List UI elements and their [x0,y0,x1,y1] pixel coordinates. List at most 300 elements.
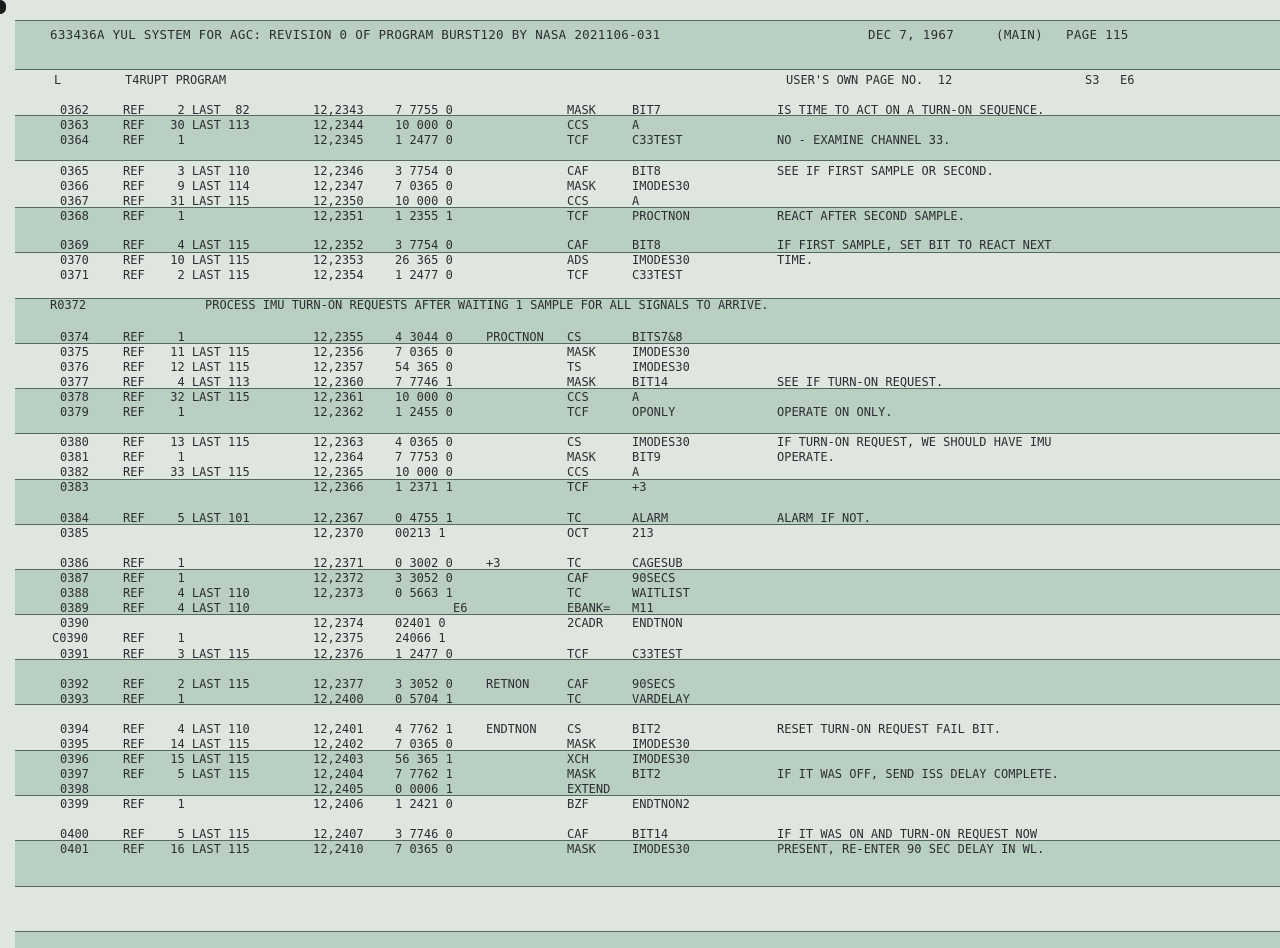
octal-code: 7 7746 1 [395,375,453,389]
opcode: MASK [567,737,596,751]
memory-address: 12,2402 [313,737,364,751]
ref-keyword: REF [123,556,145,570]
octal-code: 3 7754 0 [395,164,453,178]
memory-address: 12,2370 [313,526,364,540]
memory-address: 12,2355 [313,330,364,344]
opcode: BZF [567,797,589,811]
operand: WAITLIST [632,586,690,600]
rule [15,160,1280,161]
line-number: 0365 [60,164,89,178]
line-number: 0391 [60,647,89,661]
opcode: TCF [567,405,589,419]
opcode: TC [567,511,582,525]
octal-code: 4 7762 1 [395,722,453,736]
memory-address: 12,2343 [313,103,364,117]
ref-keyword: REF [123,375,145,389]
listing-row [0,571,1280,586]
line-number: 0382 [60,465,89,479]
opcode: TC [567,556,582,570]
line-number: 0384 [60,511,89,525]
line-number: 0387 [60,571,89,585]
line-number: 0398 [60,782,89,796]
ref-keyword: REF [123,677,145,691]
operand: IMODES30 [632,360,690,374]
sheet-e6: E6 [1120,73,1135,87]
memory-address: 12,2366 [313,480,364,494]
symbol-label: +3 [486,556,501,570]
memory-address: 12,2407 [313,827,364,841]
line-number: 0381 [60,450,89,464]
ref-keyword: REF [123,179,145,193]
line-number: 0396 [60,752,89,766]
rule [15,886,1280,887]
line-number: 0392 [60,677,89,691]
operand: OPONLY [632,405,676,419]
line-number: 0369 [60,238,89,252]
ref-keyword: REF [123,390,145,404]
memory-address: 12,2352 [313,238,364,252]
operand: ALARM [632,511,669,525]
octal-code: 1 2477 0 [395,647,453,661]
listing-row [0,526,1280,541]
operand: BIT9 [632,450,661,464]
octal-code: 10 000 0 [395,118,453,132]
ref-count: 1 [163,330,185,344]
line-number: 0383 [60,480,89,494]
octal-code: 10 000 0 [395,390,453,404]
log-flag: L [54,73,62,87]
octal-code: 24066 1 [395,631,446,645]
line-number: 0364 [60,133,89,147]
operand: ENDTNON [632,616,683,630]
opcode: ADS [567,253,589,267]
ref-count: 10 LAST 115 [163,253,250,267]
symbol-label: PROCTNON [486,330,544,344]
ref-keyword: REF [123,133,145,147]
rule [15,931,1280,932]
opcode: CAF [567,164,589,178]
listing-row [0,375,1280,390]
operand: IMODES30 [632,253,690,267]
octal-code: 56 365 1 [395,752,453,766]
octal-code: 1 2477 0 [395,268,453,282]
ref-count: 9 LAST 114 [163,179,250,193]
memory-address: 12,2353 [313,253,364,267]
line-number: 0363 [60,118,89,132]
line-number: 0378 [60,390,89,404]
operand: BIT2 [632,722,661,736]
octal-code: 02401 0 [395,616,446,630]
operand: A [632,118,640,132]
opcode: TCF [567,268,589,282]
listing-row [0,842,1280,857]
line-number: 0366 [60,179,89,193]
operand: BIT14 [632,827,669,841]
octal-code: 00213 1 [395,526,446,540]
comment: TIME. [777,253,814,267]
ref-keyword: REF [123,360,145,374]
octal-code: 1 2421 0 [395,797,453,811]
ref-count: 3 LAST 115 [163,647,250,661]
line-number: 0395 [60,737,89,751]
line-number: 0367 [60,194,89,208]
ref-count: 14 LAST 115 [163,737,250,751]
ref-keyword: REF [123,722,145,736]
ref-count: 2 LAST 115 [163,268,250,282]
line-number: 0376 [60,360,89,374]
ref-keyword: REF [123,330,145,344]
line-number: 0371 [60,268,89,282]
listing-row [0,827,1280,842]
comment: PRESENT, RE-ENTER 90 SEC DELAY IN WL. [777,842,1045,856]
memory-address: 12,2400 [313,692,364,706]
ref-keyword: REF [123,631,145,645]
operand: IMODES30 [632,842,690,856]
octal-code: 0 5663 1 [395,586,453,600]
opcode: CS [567,722,582,736]
ref-keyword: REF [123,209,145,223]
listing-row [0,360,1280,375]
line-number: R0372 [50,298,87,312]
opcode: XCH [567,752,589,766]
opcode: EXTEND [567,782,611,796]
octal-code: 10 000 0 [395,194,453,208]
ref-keyword: REF [123,797,145,811]
octal-code: 26 365 0 [395,253,453,267]
octal-code: 3 3052 0 [395,677,453,691]
memory-address: 12,2374 [313,616,364,630]
comment: IF TURN-ON REQUEST, WE SHOULD HAVE IMU [777,435,1052,449]
octal-code: 1 2455 0 [395,405,453,419]
comment: IF FIRST SAMPLE, SET BIT TO REACT NEXT [777,238,1052,252]
operand: 213 [632,526,654,540]
octal-code: 54 365 0 [395,360,453,374]
ref-count: 31 LAST 115 [163,194,250,208]
operand: 90SECS [632,571,676,585]
listing-row [0,616,1280,631]
octal-code: 7 0365 0 [395,737,453,751]
ref-count: 12 LAST 115 [163,360,250,374]
memory-address: 12,2365 [313,465,364,479]
band [15,931,1280,948]
octal-code: 1 2355 1 [395,209,453,223]
ref-count: 5 LAST 101 [163,511,250,525]
operand: C33TEST [632,268,683,282]
opcode: MASK [567,767,596,781]
memory-address: 12,2377 [313,677,364,691]
ref-keyword: REF [123,767,145,781]
octal-code: 0 3002 0 [395,556,453,570]
line-number: 0385 [60,526,89,540]
operand: BIT8 [632,238,661,252]
ref-count: 5 LAST 115 [163,827,250,841]
opcode: TS [567,360,582,374]
octal-code: 7 7753 0 [395,450,453,464]
memory-address: 12,2346 [313,164,364,178]
memory-address: 12,2344 [313,118,364,132]
symbol-label: RETNON [486,677,530,691]
memory-address: 12,2362 [313,405,364,419]
comment: SEE IF FIRST SAMPLE OR SECOND. [777,164,994,178]
opcode: TCF [567,133,589,147]
memory-address: 12,2410 [313,842,364,856]
opcode: CAF [567,827,589,841]
memory-address: 12,2404 [313,767,364,781]
listing-row [0,118,1280,133]
comment: IF IT WAS ON AND TURN-ON REQUEST NOW [777,827,1038,841]
section-comment: PROCESS IMU TURN-ON REQUESTS AFTER WAITING 1 SAMPLE FOR ALL SIGNALS TO ARRIVE. [205,298,769,312]
ref-keyword: REF [123,692,145,706]
octal-code: 7 7755 0 [395,103,453,117]
listing-row [0,450,1280,465]
listing-row [0,268,1280,283]
line-number: 0390 [60,616,89,630]
listing-row [0,480,1280,495]
operand: IMODES30 [632,345,690,359]
octal-code: 4 3044 0 [395,330,453,344]
ref-count: 4 LAST 113 [163,375,250,389]
operand: VARDELAY [632,692,690,706]
line-number: 0397 [60,767,89,781]
ref-keyword: REF [123,164,145,178]
opcode: CCS [567,465,589,479]
memory-address: 12,2403 [313,752,364,766]
opcode: CS [567,330,582,344]
opcode: MASK [567,179,596,193]
memory-address: 12,2376 [313,647,364,661]
line-number: 0393 [60,692,89,706]
comment: NO - EXAMINE CHANNEL 33. [777,133,951,147]
octal-code: 1 2477 0 [395,133,453,147]
ref-keyword: REF [123,601,145,615]
ref-count: 4 LAST 110 [163,601,250,615]
page-number: PAGE 115 [1066,27,1129,42]
ref-keyword: REF [123,827,145,841]
section-row [0,298,1280,313]
line-number: 0386 [60,556,89,570]
comment: IF IT WAS OFF, SEND ISS DELAY COMPLETE. [777,767,1059,781]
memory-address: 12,2361 [313,390,364,404]
ref-count: 4 LAST 110 [163,586,250,600]
octal-code: 3 7754 0 [395,238,453,252]
ref-keyword: REF [123,118,145,132]
ref-keyword: REF [123,647,145,661]
memory-address: 12,2372 [313,571,364,585]
ref-count: 2 LAST 82 [163,103,250,117]
listing-row [0,722,1280,737]
memory-address: 12,2375 [313,631,364,645]
comment: ALARM IF NOT. [777,511,871,525]
line-number: 0374 [60,330,89,344]
ref-keyword: REF [123,194,145,208]
listing-date: DEC 7, 1967 [868,27,955,42]
comment: SEE IF TURN-ON REQUEST. [777,375,944,389]
memory-address: 12,2357 [313,360,364,374]
octal-code: 7 0365 0 [395,345,453,359]
operand: CAGESUB [632,556,683,570]
line-number: 0401 [60,842,89,856]
listing-row [0,179,1280,194]
listing-row [0,511,1280,526]
line-number: 0380 [60,435,89,449]
opcode: CCS [567,390,589,404]
ref-count: 1 [163,209,185,223]
rule [15,433,1280,434]
ref-count: 32 LAST 115 [163,390,250,404]
line-number: 0394 [60,722,89,736]
ref-keyword: REF [123,238,145,252]
opcode: CCS [567,194,589,208]
listing-row [0,435,1280,450]
ref-keyword: REF [123,253,145,267]
ref-keyword: REF [123,345,145,359]
memory-address: 12,2345 [313,133,364,147]
octal-code: 1 2371 1 [395,480,453,494]
binder-hole [0,0,6,14]
opcode: CAF [567,238,589,252]
line-number: C0390 [52,631,89,645]
memory-address: 12,2356 [313,345,364,359]
memory-address: 12,2350 [313,194,364,208]
octal-code: 10 000 0 [395,465,453,479]
octal-code: 3 7746 0 [395,827,453,841]
memory-address: 12,2354 [313,268,364,282]
ref-keyword: REF [123,571,145,585]
opcode: 2CADR [567,616,604,630]
ref-count: 1 [163,692,185,706]
operand: C33TEST [632,647,683,661]
listing-row [0,390,1280,405]
operand: A [632,465,640,479]
memory-address: 12,2351 [313,209,364,223]
ref-count: 13 LAST 115 [163,435,250,449]
ref-keyword: REF [123,752,145,766]
memory-address: 12,2406 [313,797,364,811]
operand: M11 [632,601,654,615]
ref-count: 5 LAST 115 [163,767,250,781]
listing-row [0,164,1280,179]
ref-count: 33 LAST 115 [163,465,250,479]
comment: RESET TURN-ON REQUEST FAIL BIT. [777,722,1001,736]
operand: A [632,390,640,404]
octal-code: 7 0365 0 [395,179,453,193]
ref-keyword: REF [123,511,145,525]
memory-address: 12,2371 [313,556,364,570]
ref-count: 1 [163,571,185,585]
line-number: 0399 [60,797,89,811]
listing-row [0,631,1280,646]
octal-code: 0 0006 1 [395,782,453,796]
symbol-label: ENDTNON [486,722,537,736]
operand: BIT7 [632,103,661,117]
octal-code: 7 0365 0 [395,842,453,856]
opcode: TCF [567,647,589,661]
listing-row [0,133,1280,148]
operand: IMODES30 [632,179,690,193]
listing-row [0,194,1280,209]
ref-count: 30 LAST 113 [163,118,250,132]
listing-row [0,737,1280,752]
octal-code: 4 0365 0 [395,435,453,449]
opcode: CS [567,435,582,449]
opcode: TC [567,692,582,706]
listing-row [0,465,1280,480]
ref-count: 4 LAST 110 [163,722,250,736]
operand: A [632,194,640,208]
listing-row [0,405,1280,420]
opcode: CAF [567,677,589,691]
comment: REACT AFTER SECOND SAMPLE. [777,209,965,223]
operand: 90SECS [632,677,676,691]
ref-keyword: REF [123,465,145,479]
listing-row [0,238,1280,253]
ref-count: 4 LAST 115 [163,238,250,252]
listing-row [0,556,1280,571]
listing-row [0,767,1280,782]
memory-address: 12,2405 [313,782,364,796]
operand: IMODES30 [632,737,690,751]
comment: OPERATE ON ONLY. [777,405,893,419]
listing-row [0,677,1280,692]
line-number: 0379 [60,405,89,419]
operand: BITS7&8 [632,330,683,344]
line-number: 0368 [60,209,89,223]
memory-address: 12,2364 [313,450,364,464]
operand: +3 [632,480,647,494]
opcode: EBANK= [567,601,611,615]
line-number: 0388 [60,586,89,600]
users-page: USER'S OWN PAGE NO. 12 [786,73,953,87]
line-number: 0370 [60,253,89,267]
ref-count: 1 [163,797,185,811]
ref-keyword: REF [123,103,145,117]
opcode: MASK [567,842,596,856]
opcode: CAF [567,571,589,585]
memory-address: 12,2367 [313,511,364,525]
octal-code: 0 4755 1 [395,511,453,525]
listing-row [0,345,1280,360]
listing-row [0,586,1280,601]
operand: IMODES30 [632,752,690,766]
operand: BIT8 [632,164,661,178]
operand: C33TEST [632,133,683,147]
octal-code: 0 5704 1 [395,692,453,706]
listing-main: (MAIN) [996,27,1043,42]
ref-keyword: REF [123,435,145,449]
listing-row [0,103,1280,118]
listing-row [0,330,1280,345]
ref-keyword: REF [123,268,145,282]
ref-keyword: REF [123,586,145,600]
ref-count: 16 LAST 115 [163,842,250,856]
opcode: MASK [567,103,596,117]
operand: BIT14 [632,375,669,389]
opcode: MASK [567,345,596,359]
ref-count: 1 [163,631,185,645]
ref-count: 1 [163,450,185,464]
rule [15,69,1280,70]
ref-keyword: REF [123,450,145,464]
ref-keyword: REF [123,737,145,751]
listing-row [0,797,1280,812]
comment: OPERATE. [777,450,835,464]
memory-address: 12,2401 [313,722,364,736]
operand: PROCTNON [632,209,690,223]
listing-row [0,209,1280,224]
operand: ENDTNON2 [632,797,690,811]
rule [15,20,1280,21]
memory-address: 12,2347 [313,179,364,193]
